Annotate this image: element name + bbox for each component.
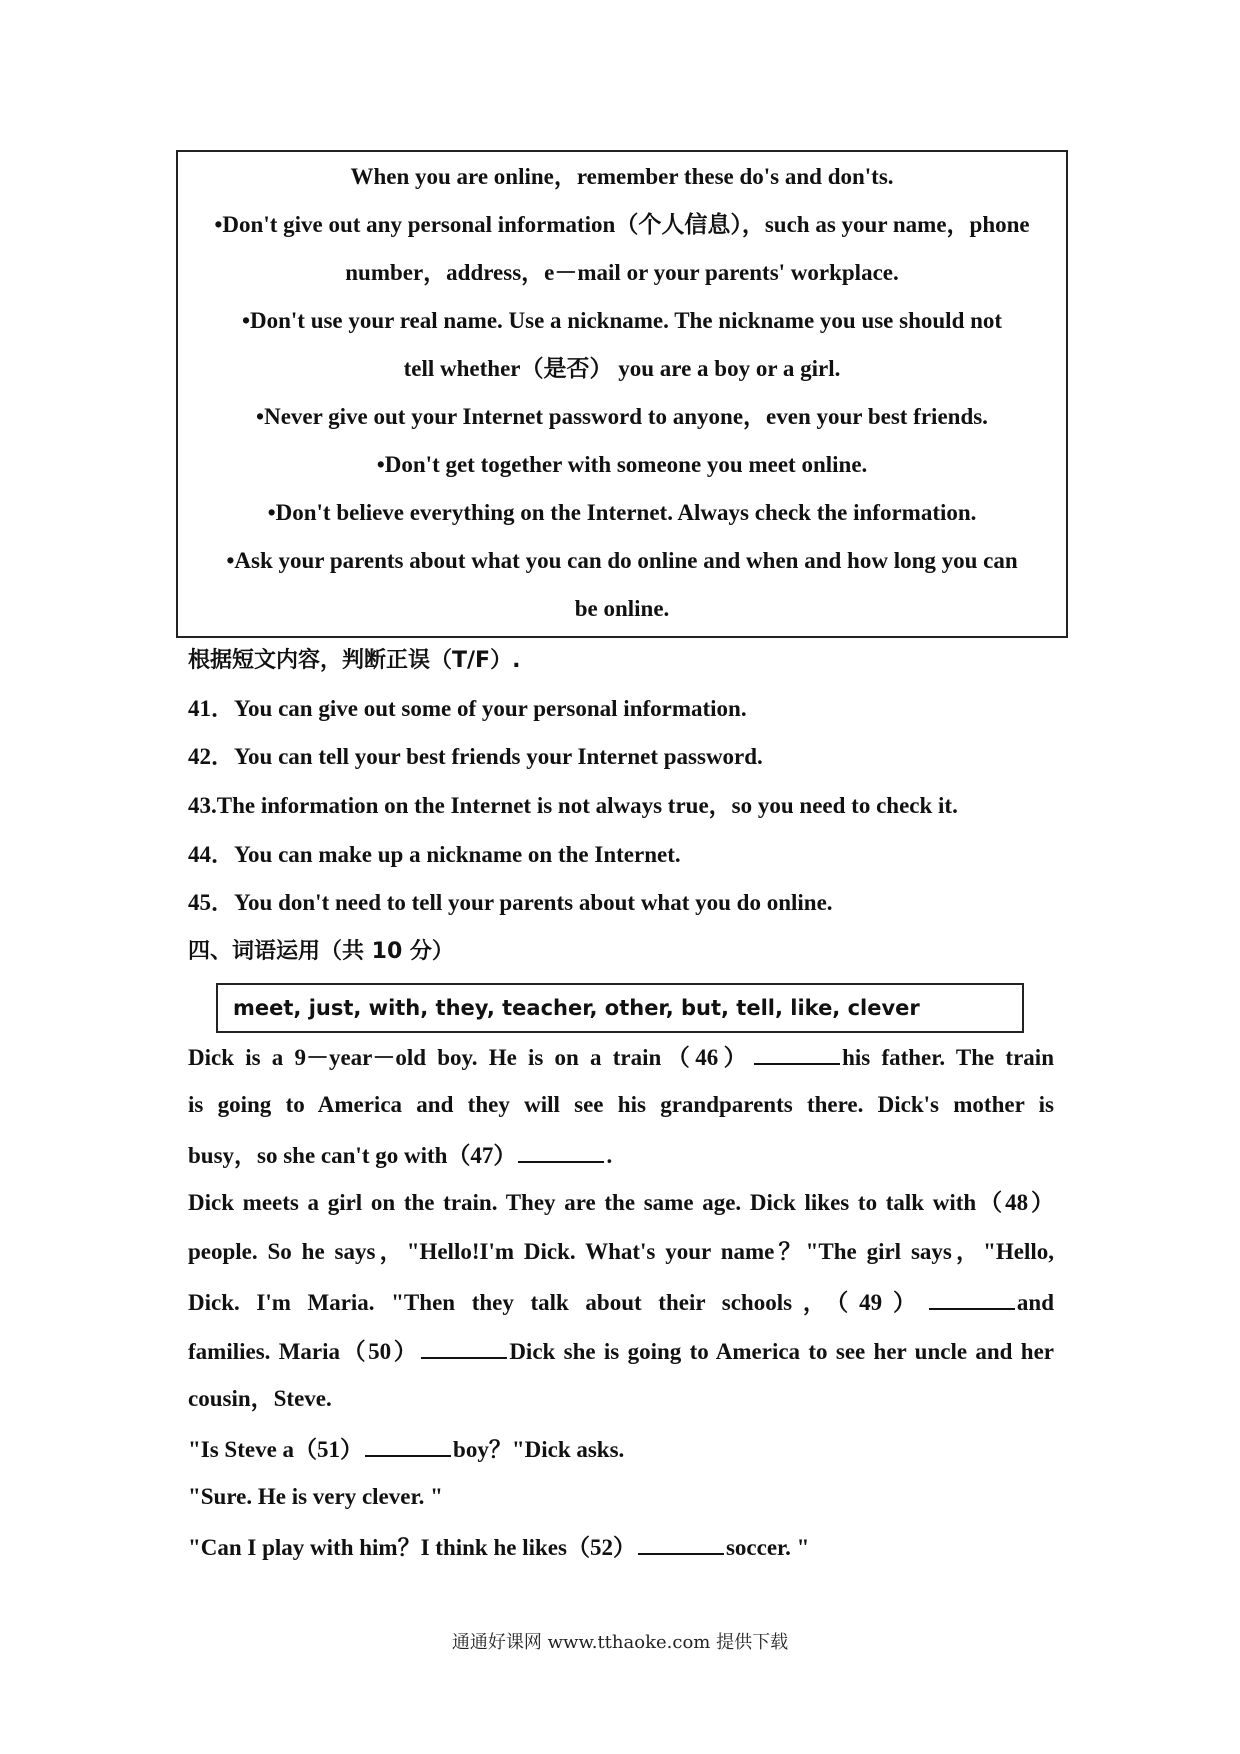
passage-text: Dick is a 9－year－old boy. He is on a train（46） [188, 1045, 753, 1070]
passage-text: Dick. I'm Maria. "Then they talk about their schools，（49） [188, 1290, 927, 1315]
passage-text: his father. The train [842, 1045, 1054, 1070]
passage-line: Dick meets a girl on the train. They are the same age. Dick likes to talk with（48） [188, 1190, 1054, 1215]
page-footer: 通通好课网 www.tthaoke.com 提供下载 [451, 1632, 789, 1653]
passage-line [188, 1335, 1054, 1367]
rules-line: number，address，e－mail or your parents' workplace. [345, 260, 899, 285]
rules-line: When you are online，remember these do's and don'ts. [350, 164, 894, 189]
tf-instruction: 根据短文内容，判断正误（T/F）. [188, 648, 521, 673]
passage-line: people. So he says，"Hello!I'm Dick. What's your name？"The girl says，"Hello, [188, 1239, 1054, 1264]
tf-question: 44．You can make up a nickname on the Internet. [188, 842, 681, 867]
tf-question: 45．You don't need to tell your parents about what you do online. [188, 890, 833, 915]
passage-line: is going to America and they will see his grandparents there. Dick's mother is [188, 1092, 1054, 1117]
passage-line [188, 1041, 1054, 1073]
answer-blank-51[interactable] [365, 1433, 451, 1457]
passage-text: busy，so she can't go with（47） [188, 1143, 517, 1168]
rules-line: •Don't believe everything on the Internet. Always check the information. [267, 500, 977, 525]
answer-blank-49[interactable] [929, 1286, 1015, 1310]
answer-blank-47[interactable] [518, 1139, 604, 1163]
section-heading: 四、词语运用（共 10 分） [188, 939, 454, 964]
answer-blank-46[interactable] [754, 1041, 840, 1065]
rules-line: •Ask your parents about what you can do online and when and how long you can [226, 548, 1018, 573]
rules-line: be online. [574, 596, 670, 621]
rules-line: •Never give out your Internet password to anyone，even your best friends. [256, 404, 988, 429]
passage-line [188, 1286, 1054, 1318]
tf-question: 41．You can give out some of your personal information. [188, 696, 747, 721]
passage-text: and [1016, 1290, 1054, 1315]
rules-line: •Don't give out any personal information（个人信息），such as your name，phone [214, 212, 1030, 237]
passage-text: boy？"Dick asks. [453, 1437, 625, 1462]
passage-text: . [606, 1143, 613, 1168]
tf-question: 43.The information on the Internet is not always true，so you need to check it. [188, 793, 958, 818]
online-rules-box [176, 150, 1068, 638]
passage-line [188, 1139, 612, 1171]
passage-line: cousin，Steve. [188, 1386, 332, 1411]
passage-line [188, 1433, 624, 1465]
answer-blank-50[interactable] [421, 1335, 507, 1359]
answer-blank-52[interactable] [638, 1531, 724, 1555]
passage-text: Dick she is going to America to see her uncle and her [509, 1339, 1054, 1364]
passage-line [188, 1531, 809, 1563]
rules-line: tell whether（是否） you are a boy or a girl. [403, 356, 841, 381]
passage-text: "Is Steve a（51） [188, 1437, 364, 1462]
passage-text: families. Maria（50） [188, 1339, 420, 1364]
word-bank: meet, just, with, they, teacher, other, but, tell, like, clever [216, 983, 1024, 1033]
rules-line: •Don't use your real name. Use a nickname. The nickname you use should not [241, 308, 1003, 333]
passage-line: "Sure. He is very clever. " [188, 1484, 443, 1509]
passage-text: soccer. " [725, 1535, 810, 1560]
rules-line: •Don't get together with someone you meet online. [376, 452, 868, 477]
tf-question: 42．You can tell your best friends your Internet password. [188, 744, 763, 769]
passage-text: "Can I play with him？I think he likes（52） [188, 1535, 636, 1560]
